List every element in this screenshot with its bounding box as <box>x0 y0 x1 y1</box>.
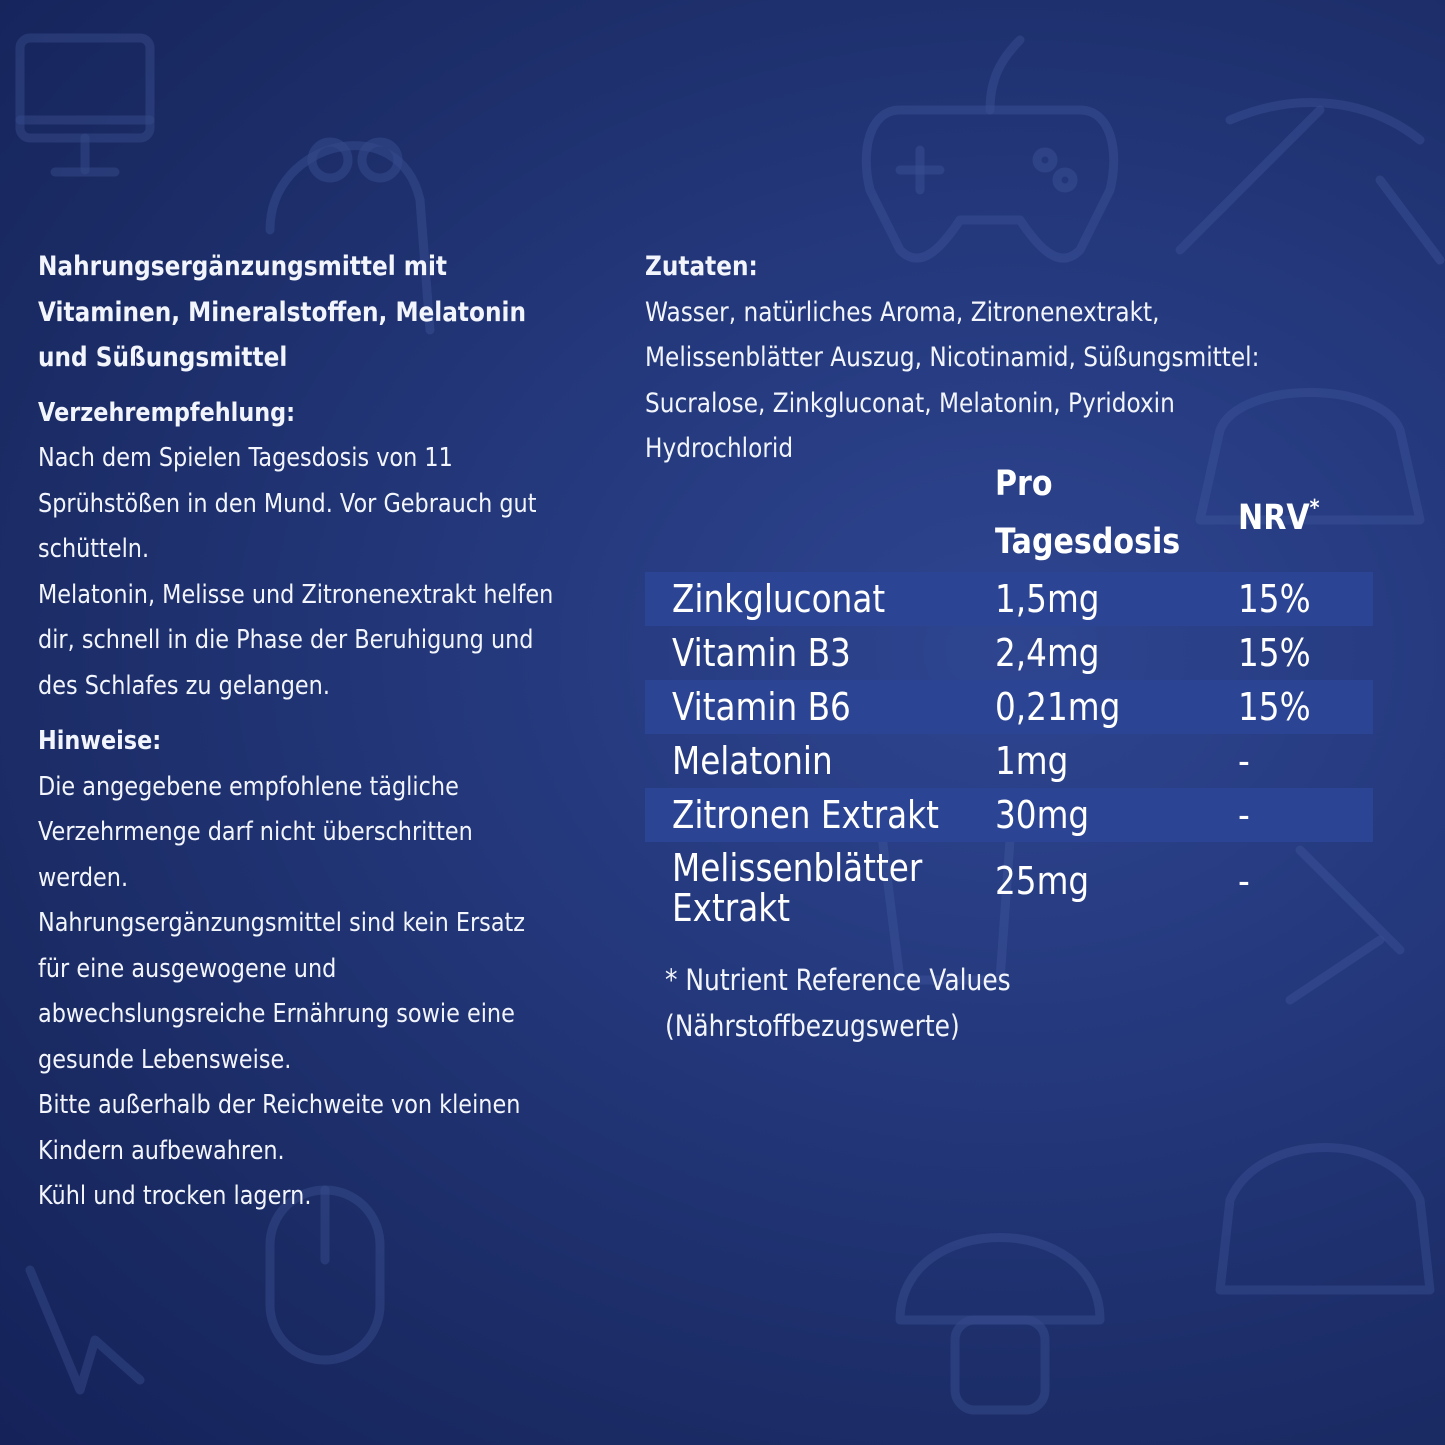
table-row <box>645 788 1373 842</box>
nutrient-nrv: - <box>1238 793 1250 837</box>
usage-heading: Verzehrempfehlung: <box>38 397 296 428</box>
table-header-dose: Pro Tagesdosis <box>995 464 1181 562</box>
nutrient-dose: 0,21mg <box>995 685 1121 729</box>
nutrition-table <box>645 572 1373 932</box>
nutrient-nrv: 15% <box>1238 577 1311 621</box>
table-row <box>645 572 1373 626</box>
footnote-line: * Nutrient Reference Values <box>665 963 1011 997</box>
footnote-line: (Nährstoffbezugswerte) <box>665 1009 960 1043</box>
footnote <box>665 957 1011 1049</box>
usage-text: Nach dem Spielen Tagesdosis von 11 Sprühstößen in den Mund. Vor Gebrauch gut schütteln. <box>38 443 537 564</box>
note-item: Die angegebene empfohlene tägliche Verzehrmenge darf nicht überschritten werden. <box>38 771 473 893</box>
nutrient-name: Melatonin <box>672 739 833 783</box>
nutrient-nrv: 15% <box>1238 685 1311 729</box>
notes-heading: Hinweise: <box>38 726 162 756</box>
nutrient-nrv: - <box>1238 859 1250 903</box>
table-row <box>645 734 1373 788</box>
benefit-text: Melatonin, Melisse und Zitronenextrakt helfen dir, schnell in die Phase der Beruhigung und des Schlafes zu gelangen. <box>38 579 554 701</box>
note-item: Bitte außerhalb der Reichweite von kleinen Kindern aufbewahren. <box>38 1090 521 1166</box>
note-item: Nahrungsergänzungsmittel sind kein Ersatz für eine ausgewogene und abwechslungsreiche Ernährung sowie eine gesunde Lebensweise. <box>38 908 526 1075</box>
pickaxe-icon <box>1180 103 1440 260</box>
ingredients-text: Wasser, natürliches Aroma, Zitronenextrakt, Melissenblätter Auszug, Nicotinamid, Süßungsmittel: Sucralose, Zinkgluconat, Melatonin, Pyridoxin Hydrochlorid <box>645 296 1260 464</box>
monitor-icon <box>20 38 150 172</box>
nrv-label: NRV <box>1238 498 1310 538</box>
left-column <box>38 244 563 1220</box>
product-title: Nahrungsergänzungsmittel mit Vitaminen, Mineralstoffen, Melatonin und Süßungsmittel <box>38 251 527 373</box>
note-item: Kühl und trocken lagern. <box>38 1181 312 1211</box>
nutrient-dose: 2,4mg <box>995 631 1100 675</box>
nutrient-name: Zinkgluconat <box>672 577 886 621</box>
nutrient-name: Vitamin B6 <box>672 685 851 729</box>
ingredients-heading: Zutaten: <box>645 251 758 282</box>
table-row <box>645 842 1373 932</box>
table-row <box>645 680 1373 734</box>
nutrient-nrv: - <box>1238 739 1250 783</box>
nutrient-nrv: 15% <box>1238 631 1311 675</box>
gamepad-icon <box>866 40 1114 258</box>
table-header-nrv <box>1238 484 1320 543</box>
nutrient-name: Zitronen Extrakt <box>672 793 939 837</box>
table-row <box>645 626 1373 680</box>
mouse-icon <box>30 1190 380 1390</box>
nrv-asterisk: * <box>1309 496 1320 521</box>
nutrient-dose: 25mg <box>995 859 1090 903</box>
nutrient-dose: 1,5mg <box>995 577 1100 621</box>
nutrient-dose: 1mg <box>995 739 1069 783</box>
mushroom-icon <box>900 1238 1100 1411</box>
nutrient-dose: 30mg <box>995 793 1090 837</box>
ingredients-section <box>645 244 1316 472</box>
nutrient-name: Melissenblätter Extrakt <box>672 846 923 930</box>
nutrient-name: Vitamin B3 <box>672 631 851 675</box>
